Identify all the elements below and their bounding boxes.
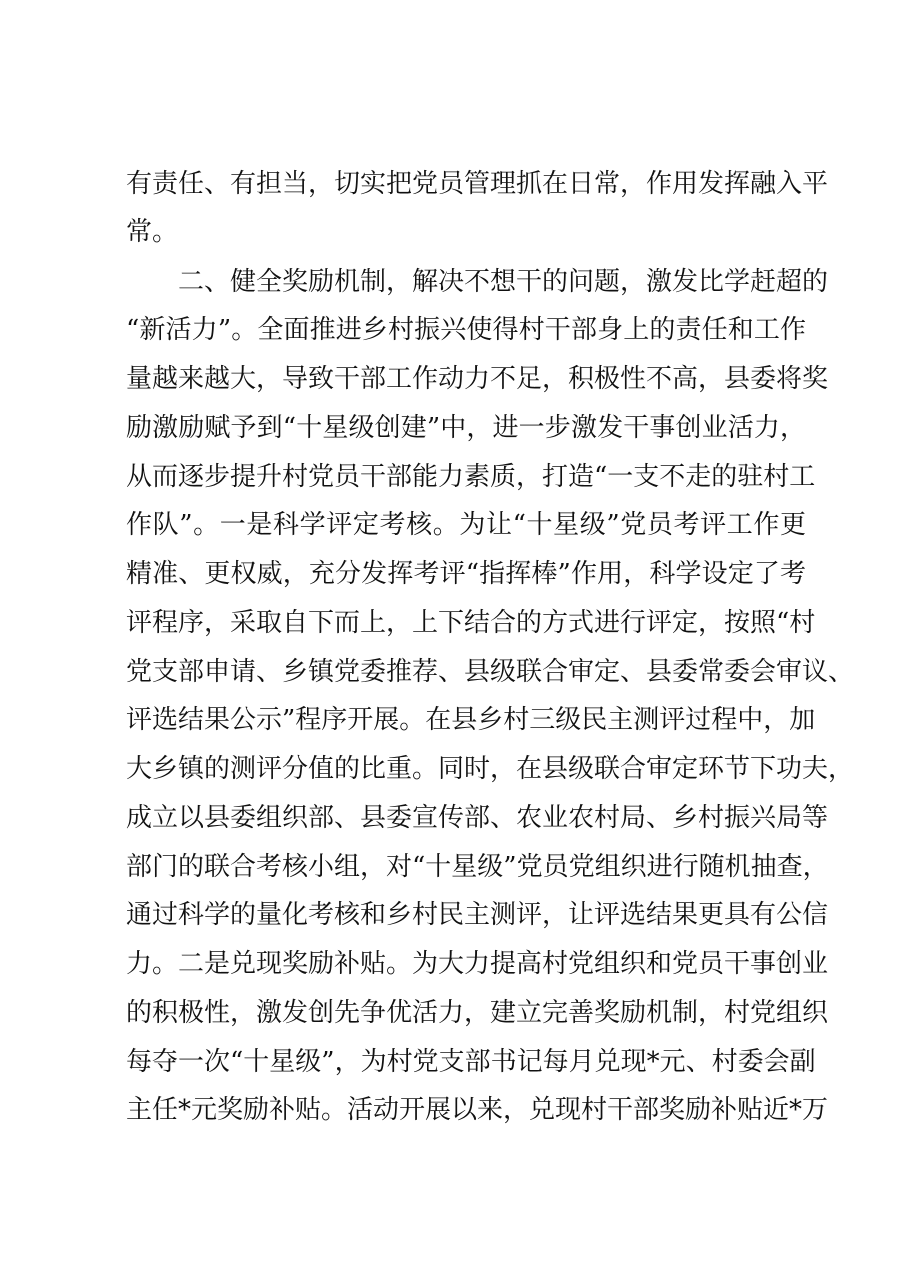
text-line: 每夺一次“十星级”，为村党支部书记每月兑现*元、村委会副 (126, 1047, 816, 1077)
text-line: 作队”。一是科学评定考核。为让“十星级”党员考评工作更 (126, 510, 806, 540)
text-line: 常。 (126, 217, 179, 247)
text-line: 评程序，采取自下而上，上下结合的方式进行评定，按照“村 (126, 608, 816, 638)
text-line: 评选结果公示”程序开展。在县乡村三级民主测评过程中，加 (126, 705, 816, 735)
text-line: 有责任、有担当，切实把党员管理抓在日常，作用发挥融入平 (126, 169, 829, 199)
text-line: 量越来越大，导致干部工作动力不足，积极性不高，县委将奖 (126, 364, 829, 394)
text-line: 成立以县委组织部、县委宣传部、农业农村局、乡村振兴局等 (126, 803, 829, 833)
text-line: 的积极性，激发创先争优活力，建立完善奖励机制，村党组织 (126, 998, 829, 1028)
text-line: “新活力”。全面推进乡村振兴使得村干部身上的责任和工作 (126, 315, 806, 345)
paragraph-heading-line: 二、健全奖励机制，解决不想干的问题，激发比学赶超的 (178, 267, 829, 297)
text-line: 部门的联合考核小组，对“十星级”党员党组织进行随机抽查， (126, 852, 829, 882)
text-line: 通过科学的量化考核和乡村民主测评，让评选结果更具有公信 (126, 900, 829, 930)
text-line: 励激励赋予到“十星级创建”中，进一步激发干事创业活力， (126, 413, 806, 443)
text-line: 党支部申请、乡镇党委推荐、县级联合审定、县委常委会审议、 (126, 657, 855, 687)
text-line: 从而逐步提升村党员干部能力素质，打造“一支不走的驻村工 (126, 462, 816, 492)
text-line: 主任*元奖励补贴。活动开展以来，兑现村干部奖励补贴近*万 (126, 1095, 829, 1125)
text-line: 力。二是兑现奖励补贴。为大力提高村党组织和党员干事创业 (126, 949, 829, 979)
text-line: 大乡镇的测评分值的比重。同时，在县级联合审定环节下功夫， (126, 754, 855, 784)
text-line: 精准、更权威，充分发挥考评“指挥棒”作用，科学设定了考 (126, 559, 806, 589)
